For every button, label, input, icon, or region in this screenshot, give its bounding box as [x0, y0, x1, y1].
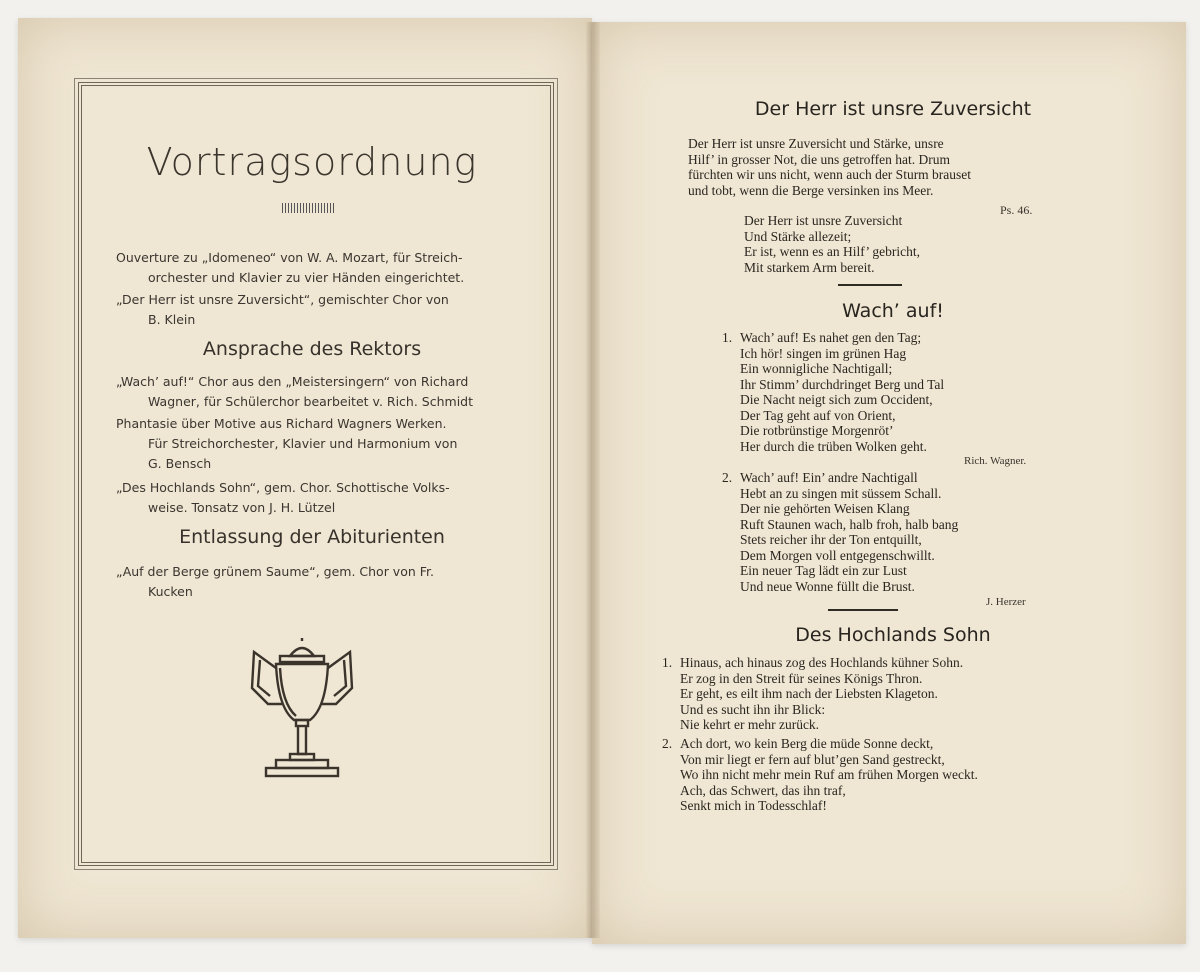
verse-line: Die rotbrünstige Morgenröt’: [740, 423, 894, 438]
program-item-1: [116, 248, 508, 288]
book-spine: [586, 22, 600, 938]
verse-line: Und neue Wonne füllt die Brust.: [740, 578, 915, 594]
title-ornament: [282, 203, 334, 213]
verse-line: Mit starkem Arm bereit.: [744, 259, 875, 275]
verse-line: Der Tag geht auf von Orient,: [740, 407, 896, 423]
verse-line: Ich hör! singen im grünen Hag: [740, 345, 907, 361]
section-title-rektor: Ansprache des Rektors: [202, 338, 422, 360]
verse-line: Ach dort, wo kein Berg die müde Sonne deckt,: [680, 736, 934, 751]
program-item-3-line-2: Wagner, für Schülerchor bearbeitet v. Rich. Schmidt: [148, 394, 473, 409]
program-item-1-line-1: Ouverture zu „Idomeneo“ von W. A. Mozart, für Streich-: [116, 250, 463, 265]
program-item-2: [116, 290, 508, 330]
section-title-abiturienten: Entlassung der Abiturienten: [179, 526, 445, 548]
program-item-2-line-1: „Der Herr ist unsre Zuversicht“, gemischter Chor von: [116, 292, 449, 307]
verse-line: Dem Morgen voll entgegenschwillt.: [740, 547, 935, 563]
song-3-verse-1-number: 1.: [662, 655, 673, 670]
verse-line: Ruft Staunen wach, halb froh, halb bang: [740, 516, 959, 532]
program-item-3: [116, 372, 508, 412]
verse-line: Wach’ auf! Ein’ andre Nachtigall: [740, 470, 918, 485]
song-3-verse-1: [680, 655, 963, 733]
verse-line: Und es sucht ihn ihr Blick:: [680, 701, 826, 717]
program-item-3-line-1: „Wach’ auf!“ Chor aus den „Meistersingern“ von Richard: [116, 374, 469, 389]
song-2-verse-2-number: 2.: [722, 470, 733, 485]
song-2-author-2: J. Herzer: [986, 596, 1026, 608]
verse-line: Ein neuer Tag lädt ein zur Lust: [740, 563, 907, 578]
program-item-1-line-2: orchester und Klavier zu vier Händen eingerichtet.: [148, 270, 465, 285]
verse-line: Nie kehrt er mehr zurück.: [680, 717, 820, 732]
song-3-verse-2-number: 2.: [662, 736, 673, 751]
verse-line: Hebt an zu singen mit süssem Schall.: [740, 485, 942, 501]
verse-line: Stets reicher ihr der Ton entquillt,: [740, 532, 922, 547]
verse-line: Her durch die trüben Wolken geht.: [740, 438, 927, 454]
divider-2: [828, 609, 898, 611]
song-3-title: Des Hochlands Sohn: [795, 624, 991, 646]
song-2-author-1: Rich. Wagner.: [964, 455, 1027, 467]
psalm-line: Der Herr ist unsre Zuversicht und Stärke, unsre: [688, 136, 944, 151]
song-2-verse-1: [740, 330, 944, 454]
program-item-6-line-2: Kucken: [148, 584, 193, 599]
verse-line: Wo ihn nicht mehr mein Ruf am frühen Morgen weckt.: [680, 767, 978, 782]
program-item-5-line-2: weise. Tonsatz von J. H. Lützel: [148, 500, 336, 515]
psalm-line: und tobt, wenn die Berge versinken ins Meer.: [688, 182, 934, 198]
program-item-6-line-1: „Auf der Berge grünem Saume“, gem. Chor von Fr.: [116, 564, 434, 579]
verse-line: Der nie gehörten Weisen Klang: [740, 501, 910, 516]
song-1-title: Der Herr ist unsre Zuversicht: [754, 98, 1032, 120]
verse-line: Ach, das Schwert, das ihn traf,: [680, 782, 846, 798]
verse-line: Und Stärke allezeit;: [744, 228, 852, 244]
trophy-icon: [246, 638, 358, 784]
song-2-verse-1-number: 1.: [722, 330, 733, 345]
verse-line: Er ist, wenn es an Hilf’ gebricht,: [744, 244, 920, 259]
verse-line: Er zog in den Streit für seines Königs Thron.: [680, 670, 923, 686]
song-2-title: Wach’ auf!: [842, 300, 944, 322]
program-item-5-line-1: „Des Hochlands Sohn“, gem. Chor. Schottische Volks-: [116, 480, 450, 495]
psalm-line: Hilf’ in grosser Not, die uns getroffen hat. Drum: [688, 151, 950, 167]
verse-line: Ein wonnigliche Nachtigall;: [740, 361, 893, 376]
psalm-reference: Ps. 46.: [1000, 203, 1033, 217]
program-title: Vortragsordnung: [146, 140, 478, 184]
song-3-verse-2: [680, 736, 978, 814]
verse-line: Von mir liegt er fern auf blut’gen Sand gestreckt,: [680, 751, 945, 767]
verse-line: Hinaus, ach hinaus zog des Hochlands kühner Sohn.: [680, 655, 964, 670]
verse-line: Ihr Stimm’ durchdringet Berg und Tal: [740, 376, 945, 392]
verse-line: Wach’ auf! Es nahet gen den Tag;: [740, 330, 922, 345]
song-1-psalm: [688, 136, 971, 198]
verse-line: Der Herr ist unsre Zuversicht: [744, 213, 903, 228]
program-item-4-line-3: G. Bensch: [148, 456, 212, 471]
program-item-6: [116, 562, 508, 602]
program-item-4-line-2: Für Streichorchester, Klavier und Harmonium von: [148, 436, 458, 451]
verse-line: Die Nacht neigt sich zum Occident,: [740, 392, 933, 407]
song-2-verse-2: [740, 470, 958, 594]
verse-line: Senkt mich in Todesschlaf!: [680, 798, 827, 813]
psalm-line: fürchten wir uns nicht, wenn auch der Sturm brauset: [688, 167, 972, 182]
divider-1: [838, 284, 902, 286]
program-item-4-line-1: Phantasie über Motive aus Richard Wagners Werken.: [116, 416, 447, 431]
verse-line: Er geht, es eilt ihm nach der Liebsten Klageton.: [680, 686, 938, 701]
program-item-2-line-2: B. Klein: [148, 312, 196, 327]
program-item-4: [116, 414, 508, 474]
song-1-verse: [744, 213, 920, 275]
program-item-5: [116, 478, 508, 518]
